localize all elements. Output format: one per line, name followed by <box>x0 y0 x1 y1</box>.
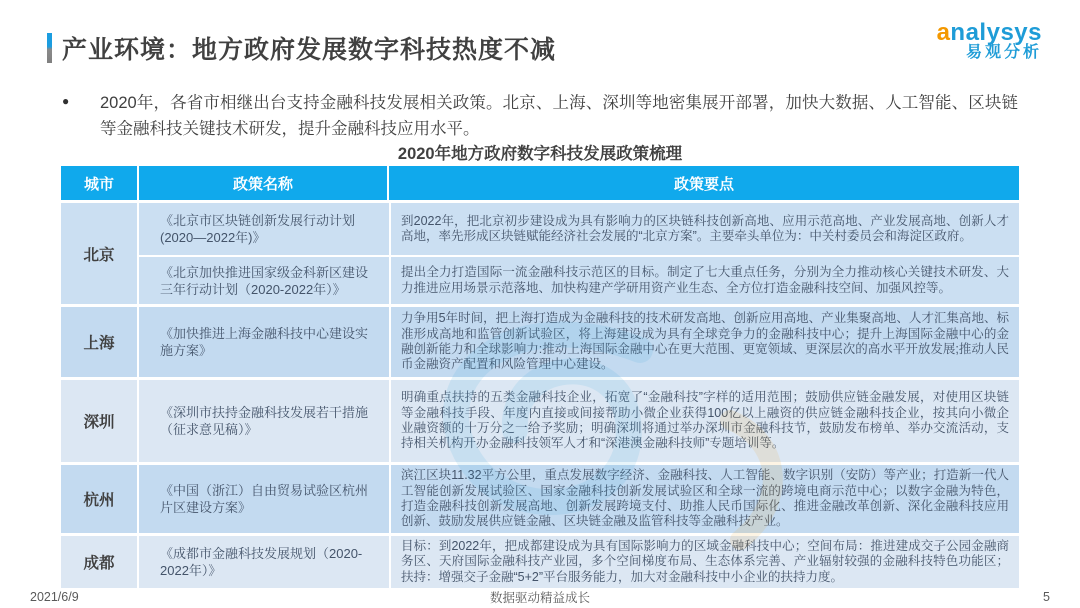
table-row-shenzhen <box>61 380 1019 462</box>
policy-name-cell: 《中国（浙江）自由贸易试验区杭州片区建设方案》 <box>139 465 389 533</box>
table-title: 2020年地方政府数字科技发展政策梳理 <box>397 145 683 163</box>
table-header-row <box>61 166 1019 200</box>
page-title: 产业环境：地方政府发展数字科技热度不减 <box>62 36 557 64</box>
intro-paragraph <box>62 90 1018 142</box>
policy-points-cell: 力争用5年时间，把上海打造成为金融科技的技术研发高地、创新应用高地、产业集聚高地、人才汇集高地、标准形成高地和监管创新试验区，将上海建设成为具有全球竞争力的金融科技中心；提升上海国际金融中心的金融创新能力和全球影响力:推动上海国际金融中心在更大范围、更宽领域、更深层次的高水平开放发展;推动人民币金融资产配置和风险管理中心建设。 <box>391 307 1019 377</box>
policy-points-cell: 提出全力打造国际一流金融科技示范区的目标。制定了七大重点任务，分别为全力推动核心关键技术研发、大力推进应用场景示范落地、加快构建产学研用资产业生态、全方位打造金融科技空间、加强风控等。 <box>391 257 1019 304</box>
policy-subrow <box>139 203 1019 255</box>
policy-subrow <box>139 465 1019 533</box>
city-cell: 上海 <box>61 307 137 377</box>
table-row-chengdu <box>61 536 1019 588</box>
policy-points-cell: 明确重点扶持的五类金融科技企业，拓宽了“金融科技”字样的适用范围；鼓励供应链金融发展，对使用区块链等金融科技手段、年度内直接或间接帮助小微企业获得100亿以上融资的供应链金融科技企业，按其向小微企业融资额的十万分之一给予奖励；明确深圳将通过举办深圳市金融科技节，鼓励发布榜单、举办交流活动，支持相关机构开办金融科技领军人才和“深港澳金融科技师”专题培训等。 <box>391 380 1019 462</box>
policy-points-cell: 滨江区块11.32平方公里，重点发展数字经济、金融科技、人工智能、数字识别（安防）等产业；打造新一代人工智能创新发展试验区、国家金融科技创新发展试验区和全球一流的跨境电商示范中心；以数字金融为特色，打造金融科技创新发展高地、创新发展跨境支付、助推人民币国际化、推进金融改革创新、深化金融科技应用创新、鼓励发展供应链金融、区块链金融及监管科技等金融科技产业。 <box>391 465 1019 533</box>
logo-brand-text: analysys <box>936 19 1042 46</box>
policy-table <box>61 166 1019 588</box>
policy-name-cell: 《成都市金融科技发展规划（2020-2022年）》 <box>139 536 389 588</box>
policy-name-cell: 《北京加快推进国家级金科新区建设三年行动计划（2020-2022年）》 <box>139 257 389 304</box>
footer-page-number: 5 <box>1043 590 1050 604</box>
footer <box>0 590 1080 604</box>
footer-date: 2021/6/9 <box>30 590 79 604</box>
intro-text: 2020年，各省市相继出台支持金融科技发展相关政策。北京、上海、深圳等地密集展开部署，加快大数据、人工智能、区块链等金融科技关键技术研发，提升金融科技应用水平。 <box>100 94 1018 138</box>
policy-points-cell: 到2022年，把北京初步建设成为具有影响力的区块链科技创新高地、应用示范高地、产业发展高地、创新人才高地，率先形成区块链赋能经济社会发展的“北京方案”。主要牵头单位为：中关村委员会和海淀区政府。 <box>391 203 1019 255</box>
bullet-icon: ● <box>62 94 70 108</box>
column-header-policy-points: 政策要点 <box>387 166 1019 200</box>
footer-slogan: 数据驱动精益成长 <box>489 591 590 605</box>
policy-subrow <box>139 307 1019 377</box>
policy-points-cell: 目标：到2022年，把成都建设成为具有国际影响力的区域金融科技中心；空间布局：推进建成交子公园金融商务区、天府国际金融科技产业园，多个空间梯度布局、生态体系完善、产业辐射较强的金融科技特色功能区；扶持：增强交子金融“5+2”平台服务能力，加大对金融科技中小企业的扶持力度。 <box>391 536 1019 588</box>
table-row-shanghai <box>61 307 1019 377</box>
title-accent-bar <box>47 33 52 63</box>
table-row-hangzhou <box>61 465 1019 533</box>
policy-subrow <box>139 536 1019 588</box>
policy-subrow <box>139 257 1019 304</box>
policy-name-cell: 《深圳市扶持金融科技发展若干措施（征求意见稿）》 <box>139 380 389 462</box>
policy-subrow <box>139 380 1019 462</box>
title-row <box>47 30 556 66</box>
column-header-policy-name: 政策名称 <box>137 166 387 200</box>
city-cell: 成都 <box>61 536 137 588</box>
policy-name-cell: 《加快推进上海金融科技中心建设实施方案》 <box>139 307 389 377</box>
policy-name-cell: 《北京市区块链创新发展行动计划(2020—2022年)》 <box>139 203 389 255</box>
table-row-beijing <box>61 203 1019 304</box>
column-header-city: 城市 <box>83 175 114 193</box>
analysys-logo <box>937 20 1042 62</box>
city-cell: 北京 <box>61 203 137 304</box>
logo-brand-cn: 易观分析 <box>965 44 1042 62</box>
city-cell: 深圳 <box>61 380 137 462</box>
city-cell: 杭州 <box>61 465 137 533</box>
